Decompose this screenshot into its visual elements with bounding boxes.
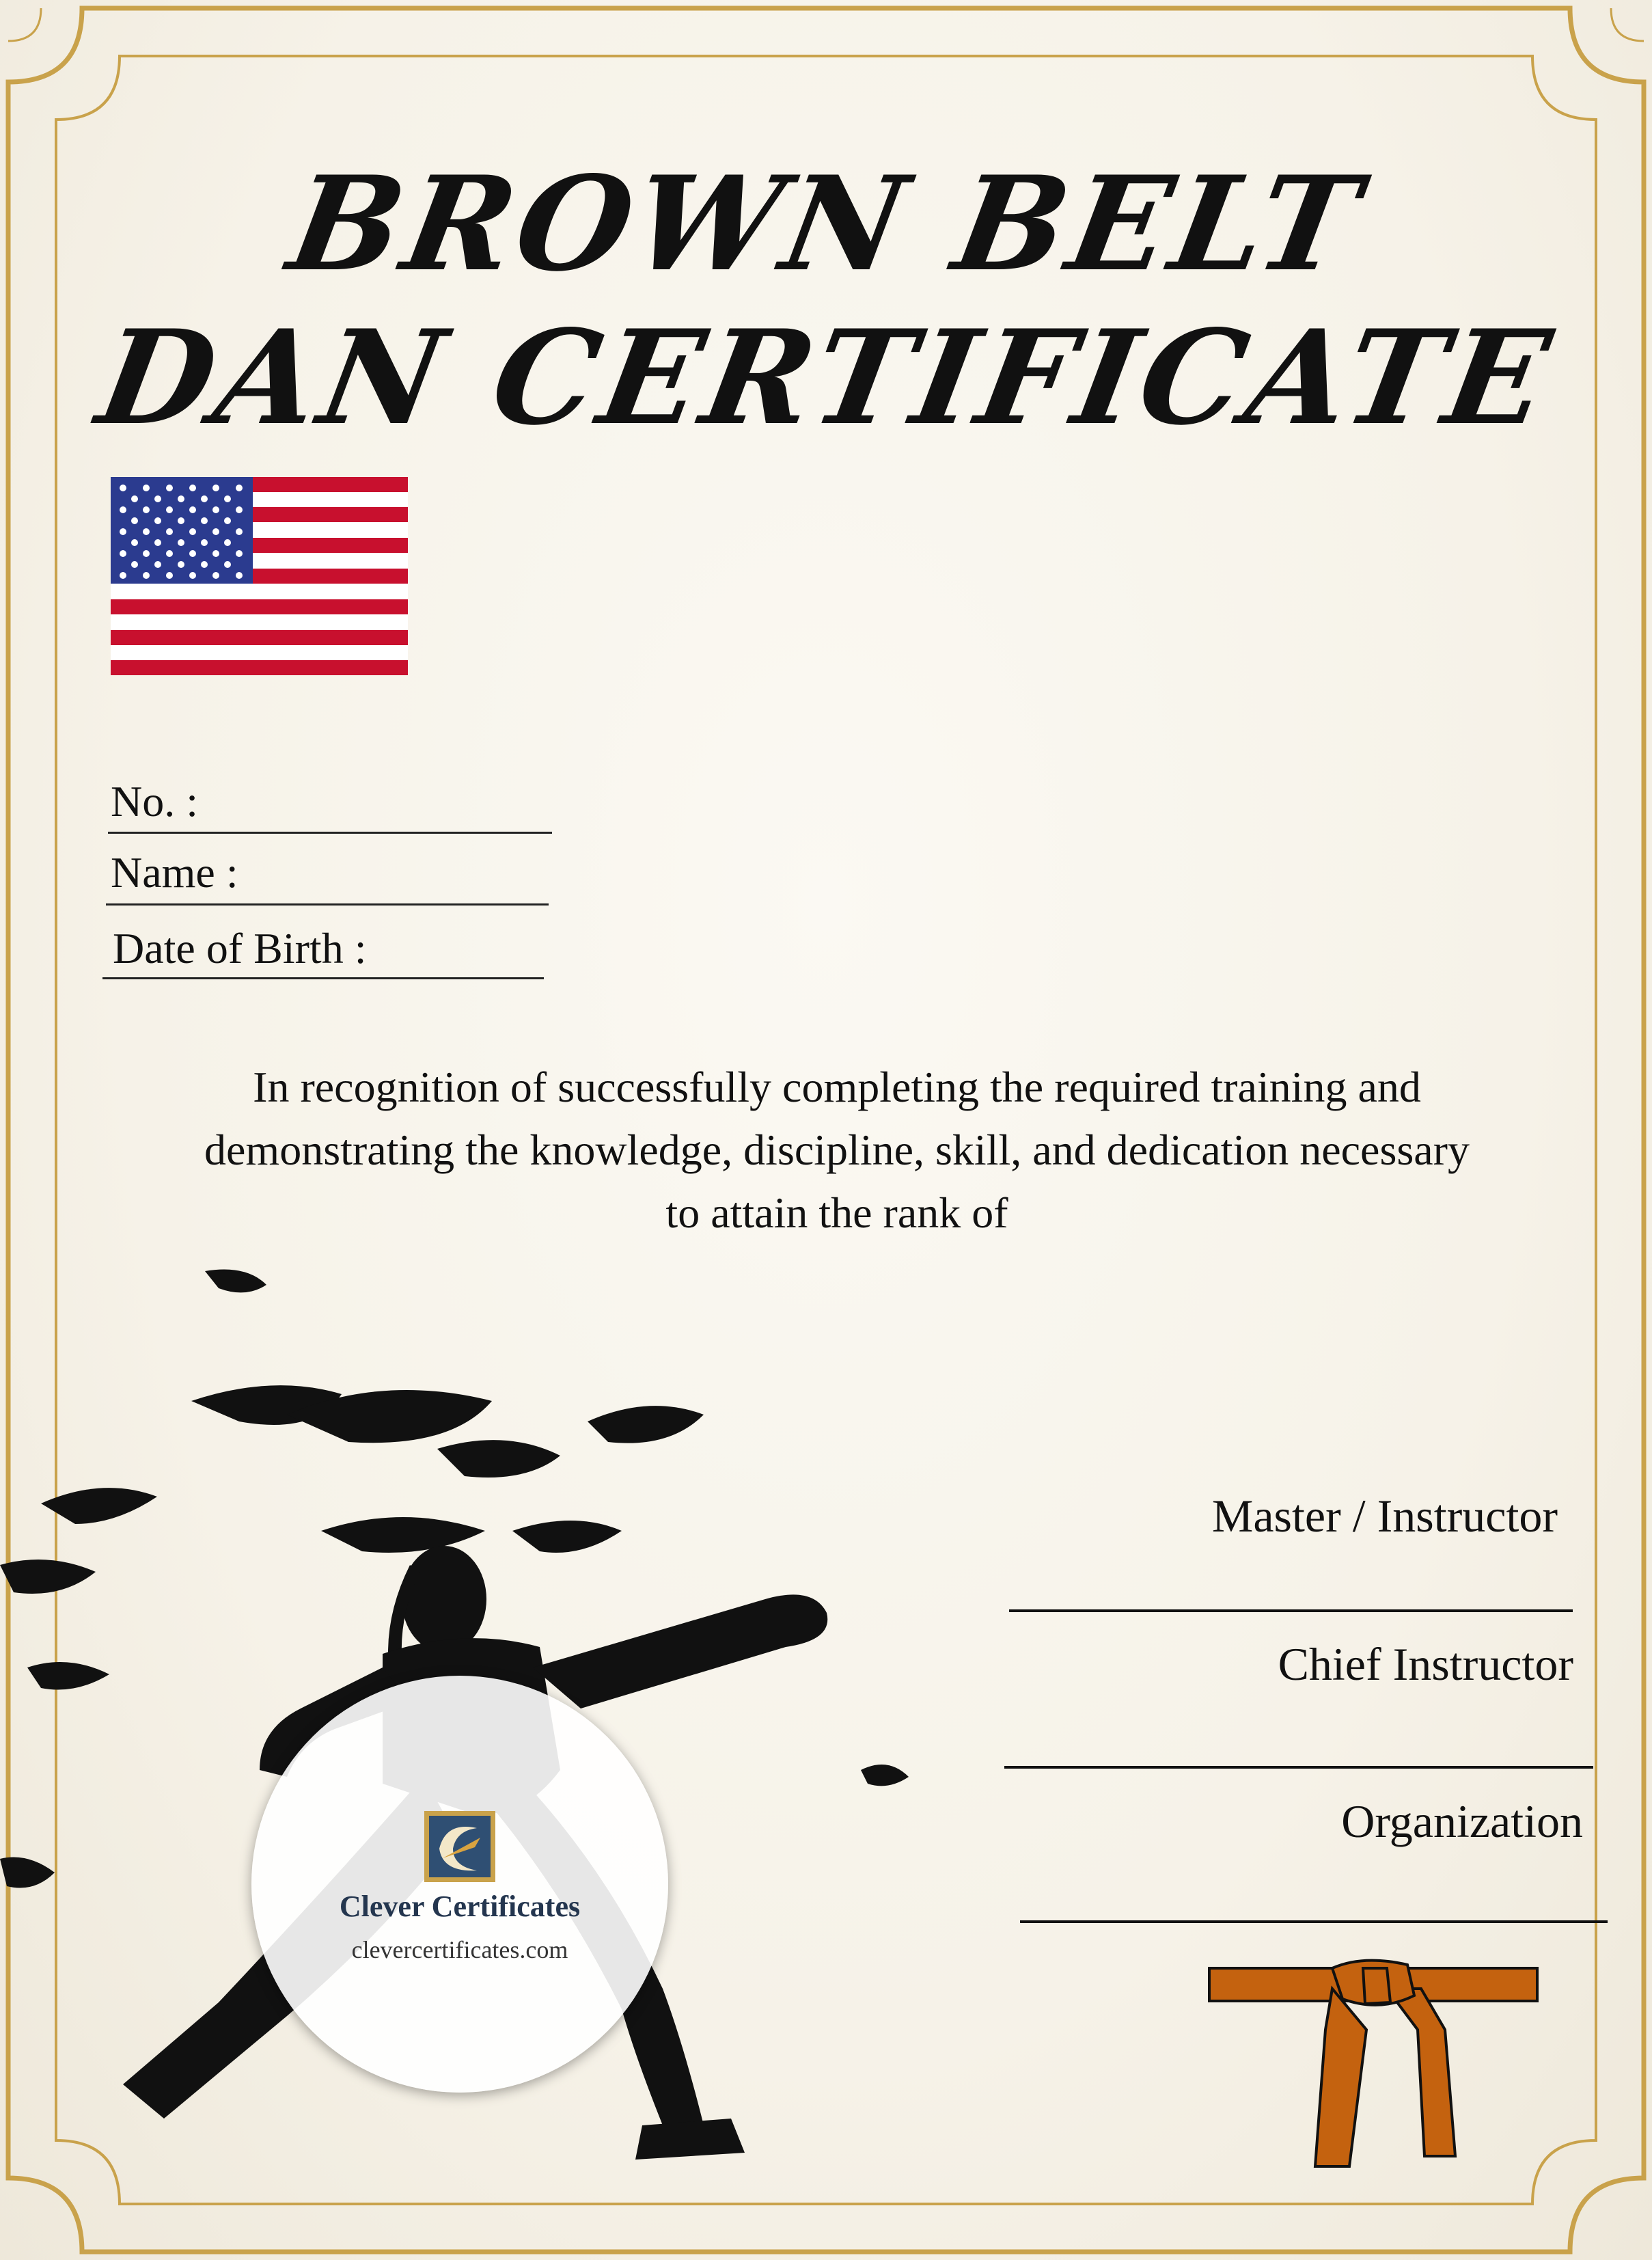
- certificate-title: [0, 147, 1652, 454]
- seal-website: clevercertificates.com: [351, 1936, 568, 1963]
- title-line-1: BROWN BELT: [279, 148, 1373, 300]
- field-name-label: Name :: [111, 848, 238, 897]
- field-name-line: [106, 903, 549, 906]
- signature-line-chief: [1004, 1766, 1593, 1769]
- clever-certificates-logo-icon: [422, 1809, 497, 1884]
- us-flag-icon: [111, 477, 408, 675]
- signature-line-organization: [1020, 1920, 1608, 1923]
- field-dob-label: Date of Birth :: [113, 924, 367, 972]
- field-dob-line: [102, 977, 544, 979]
- clever-certificates-seal: [251, 1676, 668, 2093]
- recognition-line: demonstrating the knowledge, discipline, skill, and dedication necessary: [204, 1126, 1470, 1174]
- recognition-line: In recognition of successfully completing the required training and: [253, 1063, 1421, 1111]
- signature-label-chief: Chief Instructor: [1278, 1638, 1573, 1690]
- signature-line-master: [1009, 1609, 1573, 1612]
- signature-label-organization: Organization: [1341, 1795, 1583, 1847]
- brown-belt-icon: [1202, 1955, 1544, 2180]
- field-number-label: No. :: [111, 777, 198, 826]
- field-number-line: [108, 832, 552, 834]
- signature-label-master: Master / Instructor: [1211, 1490, 1558, 1542]
- title-line-2: DAN CERTIFICATE: [87, 301, 1565, 454]
- seal-brand-name: Clever Certificates: [339, 1890, 581, 1923]
- recognition-line: to attain the rank of: [665, 1188, 1008, 1237]
- recognition-text: [102, 1056, 1571, 1244]
